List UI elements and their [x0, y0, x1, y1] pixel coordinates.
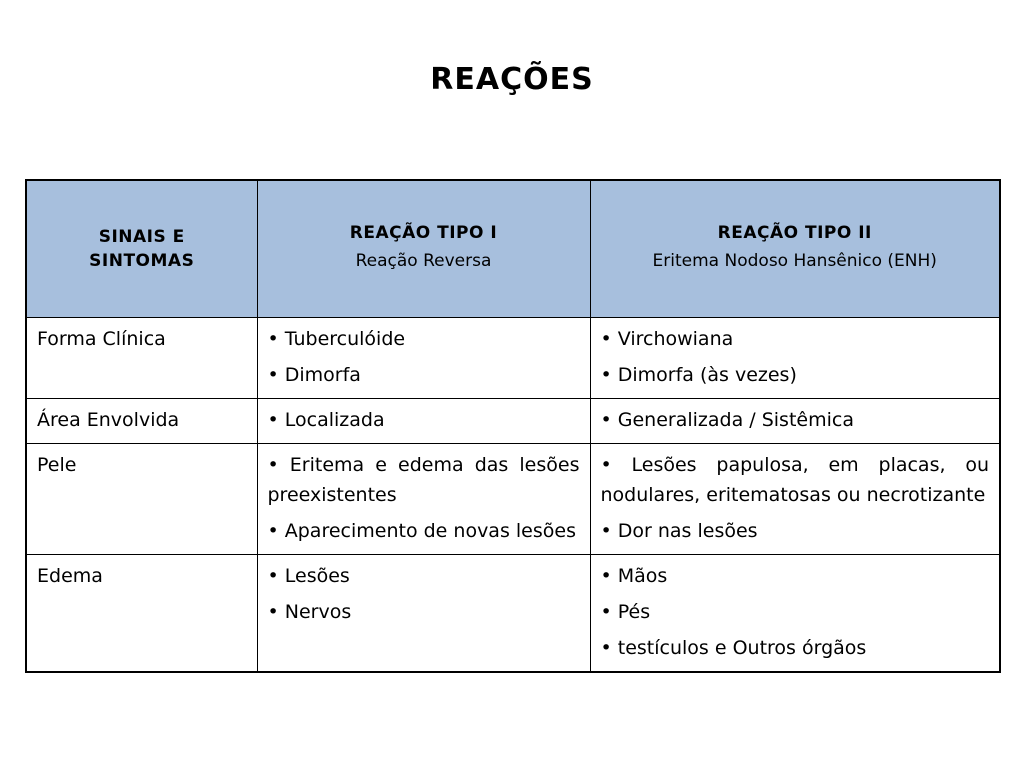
tipo1-cell: [257, 555, 590, 673]
tipo1-cell: [257, 399, 590, 444]
table-row: [26, 555, 1000, 673]
row-label-cell: [26, 399, 257, 444]
row-label: Área Envolvida: [37, 409, 180, 431]
header-subtitle: Eritema Nodoso Hansênico (ENH): [652, 251, 937, 271]
list-item: • Dimorfa (às vezes): [600, 364, 797, 386]
list-item: • Pés: [600, 601, 651, 623]
list-item: • Lesões: [267, 565, 350, 587]
list-item: • Virchowiana: [600, 328, 734, 350]
header-subtitle: Reação Reversa: [355, 251, 492, 271]
header-sinais-sintomas: [26, 180, 257, 318]
row-label: Edema: [37, 565, 103, 587]
list-item: • Dimorfa: [267, 364, 361, 386]
slide-title: REAÇÕES: [430, 62, 594, 97]
list-item: • Mãos: [600, 565, 668, 587]
header-title: SINAIS E SINTOMAS: [89, 227, 195, 271]
tipo2-cell: [590, 444, 1000, 555]
row-label-cell: [26, 555, 257, 673]
list-item: • Generalizada / Sistêmica: [600, 409, 854, 431]
list-item: • Localizada: [267, 409, 385, 431]
row-label: Forma Clínica: [37, 328, 166, 350]
row-label: Pele: [37, 454, 77, 476]
list-item: • testículos e Outros órgãos: [600, 637, 867, 659]
list-item: • Lesões papulosa, em placas, ou nodulares, eritematosas ou necrotizante: [600, 454, 989, 506]
header-reacao-tipo-1: [257, 180, 590, 318]
header-title: REAÇÃO TIPO I: [349, 223, 498, 243]
list-item: • Aparecimento de novas lesões: [267, 520, 576, 542]
tipo2-cell: [590, 318, 1000, 399]
row-label-cell: [26, 318, 257, 399]
table-row: [26, 399, 1000, 444]
tipo2-cell: [590, 555, 1000, 673]
list-item: • Nervos: [267, 601, 352, 623]
list-item: • Eritema e edema das lesões preexistentes: [267, 454, 580, 506]
tipo1-cell: [257, 318, 590, 399]
header-title: REAÇÃO TIPO II: [717, 223, 872, 243]
list-item: • Dor nas lesões: [600, 520, 758, 542]
table-header-row: [26, 180, 1000, 318]
table-row: [26, 318, 1000, 399]
list-item: • Tuberculóide: [267, 328, 406, 350]
reactions-table: [25, 179, 1001, 673]
header-reacao-tipo-2: [590, 180, 1000, 318]
row-label-cell: [26, 444, 257, 555]
tipo2-cell: [590, 399, 1000, 444]
table-row: [26, 444, 1000, 555]
tipo1-cell: [257, 444, 590, 555]
